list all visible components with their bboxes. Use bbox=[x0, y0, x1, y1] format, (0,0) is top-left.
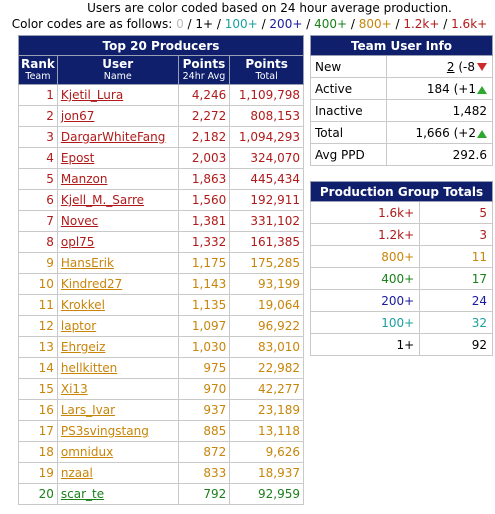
group-count: 11 bbox=[420, 246, 493, 268]
total-points-cell: 331,102 bbox=[230, 211, 304, 232]
inactive-label: Inactive bbox=[311, 100, 387, 122]
down-arrow-icon bbox=[477, 63, 487, 71]
total-points-header-sub: Total bbox=[255, 71, 278, 82]
avg-points-cell: 792 bbox=[178, 484, 230, 505]
rank-cell: 9 bbox=[19, 253, 58, 274]
color-code-2: 100+ bbox=[224, 17, 258, 31]
group-count: 32 bbox=[420, 312, 493, 334]
top-producers-title: Top 20 Producers bbox=[19, 36, 304, 56]
color-code-4: 400+ bbox=[314, 17, 348, 31]
production-group-totals-title: Production Group Totals bbox=[311, 182, 493, 202]
group-row bbox=[311, 334, 493, 356]
group-label: 400+ bbox=[311, 268, 420, 290]
group-row bbox=[311, 202, 493, 224]
code-separator: / bbox=[183, 17, 196, 31]
user-cell bbox=[57, 211, 178, 232]
user-cell bbox=[57, 484, 178, 505]
producer-row bbox=[19, 463, 304, 484]
color-code-5: 800+ bbox=[358, 17, 392, 31]
user-cell bbox=[57, 232, 178, 253]
user-link[interactable]: Kindred27 bbox=[60, 277, 123, 291]
user-link[interactable]: opl75 bbox=[60, 235, 95, 249]
rank-cell: 19 bbox=[19, 463, 58, 484]
active-label: Active bbox=[311, 78, 387, 100]
user-link[interactable]: Kjell_M._Sarre bbox=[60, 193, 145, 207]
notice-prefix: Color codes are as follows: bbox=[11, 17, 173, 31]
color-code-notice bbox=[0, 0, 495, 32]
new-delta: (-8 bbox=[458, 59, 475, 74]
team-info-row-avgppd bbox=[311, 144, 493, 166]
group-row bbox=[311, 246, 493, 268]
producer-row bbox=[19, 253, 304, 274]
code-separator: / bbox=[257, 17, 270, 31]
avg-points-cell: 1,381 bbox=[178, 211, 230, 232]
team-info-row-active bbox=[311, 78, 493, 100]
rank-cell: 13 bbox=[19, 337, 58, 358]
avgppd-label: Avg PPD bbox=[311, 144, 387, 166]
group-label: 800+ bbox=[311, 246, 420, 268]
avg-points-cell: 885 bbox=[178, 421, 230, 442]
total-points-cell: 808,153 bbox=[230, 106, 304, 127]
user-cell bbox=[57, 442, 178, 463]
producer-row bbox=[19, 358, 304, 379]
user-link[interactable]: nzaal bbox=[60, 466, 93, 480]
rank-cell: 16 bbox=[19, 400, 58, 421]
group-count: 17 bbox=[420, 268, 493, 290]
rank-cell: 2 bbox=[19, 106, 58, 127]
total-points-cell: 93,199 bbox=[230, 274, 304, 295]
user-cell bbox=[57, 190, 178, 211]
user-link[interactable]: laptor bbox=[60, 319, 97, 333]
group-row bbox=[311, 312, 493, 334]
team-user-info-title: Team User Info bbox=[311, 36, 493, 56]
user-header-sub: Name bbox=[103, 71, 132, 82]
group-label: 1+ bbox=[311, 334, 420, 356]
producer-row bbox=[19, 211, 304, 232]
producer-row bbox=[19, 148, 304, 169]
team-info-row-new bbox=[311, 56, 493, 78]
avg-points-cell: 4,246 bbox=[178, 85, 230, 106]
active-value-cell bbox=[387, 78, 493, 100]
avg-points-cell: 1,175 bbox=[178, 253, 230, 274]
user-cell bbox=[57, 85, 178, 106]
total-points-cell: 324,070 bbox=[230, 148, 304, 169]
team-info-row-inactive bbox=[311, 100, 493, 122]
user-link[interactable]: omnidux bbox=[60, 445, 114, 459]
user-link[interactable]: Manzon bbox=[60, 172, 108, 186]
avg-points-cell: 975 bbox=[178, 358, 230, 379]
user-link[interactable]: PS3svingstang bbox=[60, 424, 149, 438]
color-code-6: 1.2k+ bbox=[403, 17, 440, 31]
total-points-cell: 83,010 bbox=[230, 337, 304, 358]
production-group-totals-table bbox=[310, 181, 493, 356]
producer-row bbox=[19, 379, 304, 400]
avg-points-header-sub: 24hr Avg bbox=[182, 71, 226, 82]
team-user-info-table bbox=[310, 35, 493, 166]
avg-points-cell: 872 bbox=[178, 442, 230, 463]
rank-cell: 3 bbox=[19, 127, 58, 148]
total-value-cell bbox=[387, 122, 493, 144]
producer-row bbox=[19, 337, 304, 358]
avg-points-cell: 833 bbox=[178, 463, 230, 484]
total-value: 1,666 (+2 bbox=[415, 125, 476, 140]
producer-row bbox=[19, 400, 304, 421]
total-points-cell: 18,937 bbox=[230, 463, 304, 484]
user-header bbox=[57, 56, 178, 85]
rank-header bbox=[19, 56, 58, 85]
total-points-cell: 92,959 bbox=[230, 484, 304, 505]
user-link[interactable]: Epost bbox=[60, 151, 95, 165]
rank-cell: 14 bbox=[19, 358, 58, 379]
total-points-cell: 1,109,798 bbox=[230, 85, 304, 106]
rank-cell: 17 bbox=[19, 421, 58, 442]
code-separator: / bbox=[213, 17, 225, 31]
active-value: 184 (+1 bbox=[426, 81, 476, 96]
user-header-label: User bbox=[102, 57, 134, 71]
total-points-cell: 19,064 bbox=[230, 295, 304, 316]
user-cell bbox=[57, 379, 178, 400]
user-link[interactable]: jon67 bbox=[60, 109, 95, 123]
avg-points-header-label: Points bbox=[182, 57, 226, 71]
avg-points-cell: 970 bbox=[178, 379, 230, 400]
avg-points-cell: 937 bbox=[178, 400, 230, 421]
user-cell bbox=[57, 421, 178, 442]
rank-cell: 5 bbox=[19, 169, 58, 190]
user-link[interactable]: Lars_Ivar bbox=[60, 403, 116, 417]
rank-cell: 18 bbox=[19, 442, 58, 463]
rank-cell: 12 bbox=[19, 316, 58, 337]
producer-row bbox=[19, 316, 304, 337]
rank-cell: 8 bbox=[19, 232, 58, 253]
rank-cell: 6 bbox=[19, 190, 58, 211]
code-separator: / bbox=[391, 17, 404, 31]
notice-line-2 bbox=[2, 16, 495, 32]
rank-cell: 4 bbox=[19, 148, 58, 169]
avg-points-cell: 1,863 bbox=[178, 169, 230, 190]
avg-points-cell: 2,272 bbox=[178, 106, 230, 127]
user-cell bbox=[57, 148, 178, 169]
avg-points-header bbox=[178, 56, 230, 85]
new-label: New bbox=[311, 56, 387, 78]
user-link[interactable]: DargarWhiteFang bbox=[60, 130, 166, 144]
top-producers-table bbox=[18, 35, 304, 505]
total-points-cell: 161,385 bbox=[230, 232, 304, 253]
new-users-link[interactable]: 2 bbox=[446, 59, 455, 74]
color-code-0: 0 bbox=[176, 17, 184, 31]
total-points-cell: 22,982 bbox=[230, 358, 304, 379]
group-row bbox=[311, 224, 493, 246]
user-cell bbox=[57, 106, 178, 127]
user-cell bbox=[57, 169, 178, 190]
rank-cell: 11 bbox=[19, 295, 58, 316]
rank-header-sub: Team bbox=[25, 71, 51, 82]
producer-row bbox=[19, 484, 304, 505]
producer-row bbox=[19, 169, 304, 190]
user-link[interactable]: HansErik bbox=[60, 256, 114, 270]
user-link[interactable]: Krokkel bbox=[60, 298, 105, 312]
avg-points-cell: 1,097 bbox=[178, 316, 230, 337]
up-arrow-icon bbox=[477, 130, 487, 138]
user-cell bbox=[57, 358, 178, 379]
total-points-cell: 175,285 bbox=[230, 253, 304, 274]
avg-points-cell: 1,030 bbox=[178, 337, 230, 358]
producer-row bbox=[19, 127, 304, 148]
group-label: 1.2k+ bbox=[311, 224, 420, 246]
group-row bbox=[311, 290, 493, 312]
avg-points-cell: 1,332 bbox=[178, 232, 230, 253]
user-cell bbox=[57, 295, 178, 316]
producer-row bbox=[19, 190, 304, 211]
group-label: 200+ bbox=[311, 290, 420, 312]
color-code-7: 1.6k+ bbox=[451, 17, 488, 31]
user-link[interactable]: Xi13 bbox=[60, 382, 88, 396]
user-cell bbox=[57, 400, 178, 421]
user-cell bbox=[57, 253, 178, 274]
rank-cell: 15 bbox=[19, 379, 58, 400]
producer-row bbox=[19, 295, 304, 316]
new-value-cell bbox=[387, 56, 493, 78]
total-points-cell: 42,277 bbox=[230, 379, 304, 400]
total-points-cell: 96,922 bbox=[230, 316, 304, 337]
producer-row bbox=[19, 421, 304, 442]
user-cell bbox=[57, 316, 178, 337]
user-link[interactable]: Kjetil_Lura bbox=[60, 88, 124, 102]
user-cell bbox=[57, 337, 178, 358]
user-link[interactable]: Novec bbox=[60, 214, 99, 228]
user-link[interactable]: Ehrgeiz bbox=[60, 340, 106, 354]
total-label: Total bbox=[311, 122, 387, 144]
total-points-cell: 1,094,293 bbox=[230, 127, 304, 148]
total-points-cell: 9,626 bbox=[230, 442, 304, 463]
rank-cell: 1 bbox=[19, 85, 58, 106]
total-points-header bbox=[230, 56, 304, 85]
avg-points-cell: 1,560 bbox=[178, 190, 230, 211]
producer-row bbox=[19, 232, 304, 253]
producer-row bbox=[19, 106, 304, 127]
total-points-cell: 13,118 bbox=[230, 421, 304, 442]
user-cell bbox=[57, 274, 178, 295]
group-count: 24 bbox=[420, 290, 493, 312]
color-code-1: 1+ bbox=[195, 17, 214, 31]
avg-points-cell: 1,143 bbox=[178, 274, 230, 295]
total-points-cell: 445,434 bbox=[230, 169, 304, 190]
avg-points-cell: 2,003 bbox=[178, 148, 230, 169]
avg-points-cell: 2,182 bbox=[178, 127, 230, 148]
group-row bbox=[311, 268, 493, 290]
rank-cell: 10 bbox=[19, 274, 58, 295]
notice-line-1: Users are color coded based on 24 hour average production. bbox=[87, 1, 452, 15]
group-count: 5 bbox=[420, 202, 493, 224]
color-code-list bbox=[176, 17, 487, 31]
user-cell bbox=[57, 463, 178, 484]
user-link[interactable]: hellkitten bbox=[60, 361, 118, 375]
group-count: 3 bbox=[420, 224, 493, 246]
rank-cell: 7 bbox=[19, 211, 58, 232]
avg-points-cell: 1,135 bbox=[178, 295, 230, 316]
producer-row bbox=[19, 442, 304, 463]
rank-header-label: Rank bbox=[21, 57, 55, 71]
inactive-value: 1,482 bbox=[387, 100, 493, 122]
rank-cell: 20 bbox=[19, 484, 58, 505]
total-points-cell: 192,911 bbox=[230, 190, 304, 211]
code-separator: / bbox=[347, 17, 359, 31]
color-code-3: 200+ bbox=[269, 17, 303, 31]
avgppd-value: 292.6 bbox=[387, 144, 493, 166]
producer-row bbox=[19, 274, 304, 295]
group-count: 92 bbox=[420, 334, 493, 356]
group-label: 1.6k+ bbox=[311, 202, 420, 224]
total-points-cell: 23,189 bbox=[230, 400, 304, 421]
user-cell bbox=[57, 127, 178, 148]
code-separator: / bbox=[439, 17, 452, 31]
up-arrow-icon bbox=[477, 86, 487, 94]
user-link[interactable]: scar_te bbox=[60, 487, 105, 501]
group-label: 100+ bbox=[311, 312, 420, 334]
producer-row bbox=[19, 85, 304, 106]
team-info-row-total bbox=[311, 122, 493, 144]
code-separator: / bbox=[302, 17, 315, 31]
total-points-header-label: Points bbox=[245, 57, 288, 71]
